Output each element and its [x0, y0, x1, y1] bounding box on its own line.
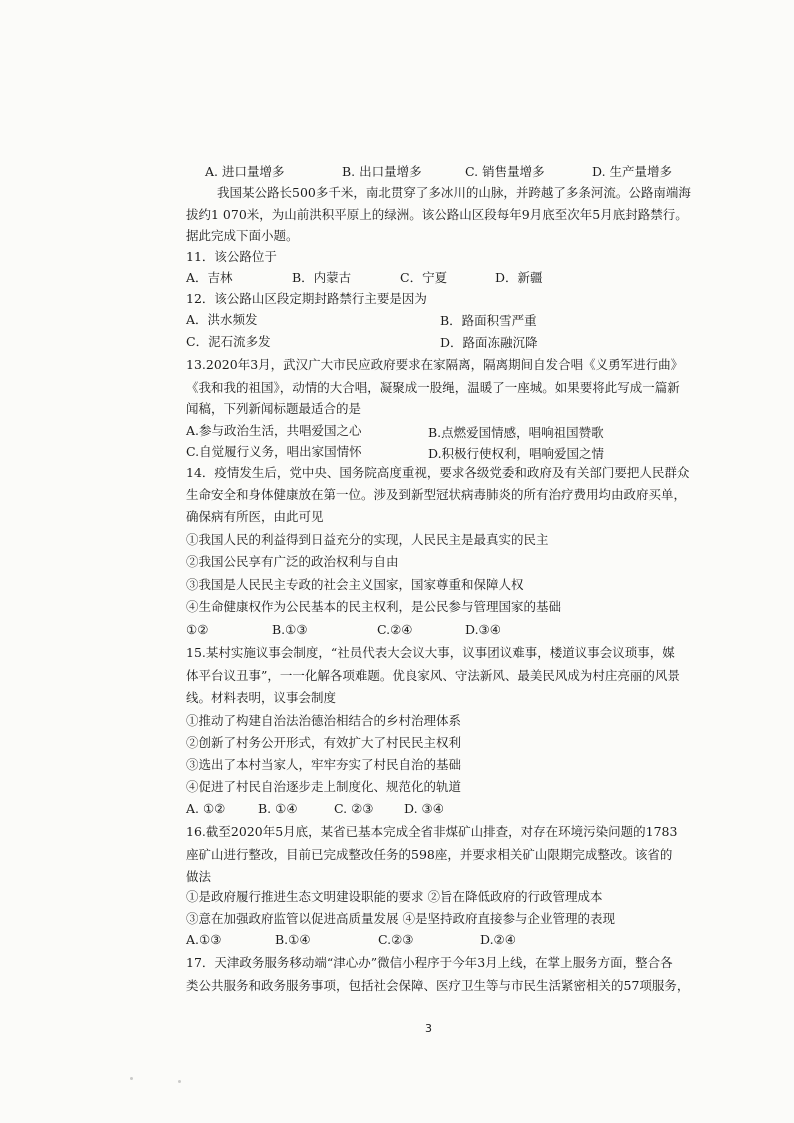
q13-option-a: A.参与政治生活，共唱爱国之心 [186, 423, 362, 438]
q10-option-b: B. 出口量增多 [342, 164, 422, 179]
q14-line: 生命安全和身体健康放在第一位。涉及到新型冠状病毒肺炎的所有治疗费用均由政府买单， [186, 487, 687, 502]
q15-item: ①推动了构建自治法治德治相结合的乡村治理体系 [186, 713, 462, 728]
q14-item: ③我国是人民民主专政的社会主义国家，国家尊重和保障人权 [186, 577, 524, 592]
q13-option-d: D.积极行使权利，唱响爱国之情 [428, 446, 605, 461]
q12-stem: 12．该公路山区段定期封路禁行主要是因为 [186, 291, 427, 306]
q11-option-b: B．内蒙古 [292, 270, 352, 285]
q15-item: ④促进了村民自治逐步走上制度化、规范化的轨道 [186, 779, 462, 794]
q15-option-c: C. ②③ [334, 801, 374, 816]
q12-option-a: A．洪水频发 [186, 312, 258, 327]
q16-option-b: B.①④ [275, 932, 311, 947]
q14-line: 14．疫情发生后，党中央、国务院高度重视，要求各级党委和政府及有关部门要把人民群众 [186, 465, 690, 480]
scan-speck [178, 1080, 181, 1083]
passage-line: 拔约1 070米，为山前洪积平原上的绿洲。该公路山区段每年9月底至次年5月底封路禁行。 [186, 207, 688, 222]
q16-line: 16.截至2020年5月底，某省已基本完成全省非煤矿山排查，对存在环境污染问题的1783 [186, 824, 678, 839]
q16-option-d: D.②④ [480, 932, 516, 947]
q13-line: 《我和我的祖国》，动情的大合唱，凝聚成一股绳，温暖了一座城。如果要将此写成一篇新 [186, 380, 680, 395]
scan-speck [130, 1077, 133, 1080]
q12-option-b: B．路面积雪严重 [440, 313, 537, 328]
q12-option-d: D．路面冻融沉降 [440, 335, 538, 350]
q13-line: 13.2020年3月，武汉广大市民应政府要求在家隔离，隔离期间自发合唱《义勇军进行曲》 [186, 357, 684, 372]
q12-option-c: C．泥石流多发 [186, 334, 271, 349]
q14-option-b: B.①③ [272, 622, 308, 637]
q15-item: ②创新了村务公开形式，有效扩大了村民民主权利 [186, 735, 462, 750]
page-number: 3 [425, 1022, 432, 1035]
q16-line: 做法 [186, 869, 212, 884]
q15-option-b: B. ①④ [258, 801, 298, 816]
q13-option-b: B.点燃爱国情感，唱响祖国赞歌 [428, 425, 604, 440]
q16-item: ①是政府履行推进生态文明建设职能的要求 ②旨在降低政府的行政管理成本 [186, 889, 603, 904]
q11-option-d: D．新疆 [495, 270, 543, 285]
q15-line: 体平台议丑事”，一一化解各项难题。优良家风、守法新风、最美民风成为村庄亮丽的风景 [186, 668, 680, 683]
q11-stem: 11．该公路位于 [186, 249, 277, 264]
q14-option-d: D.③④ [465, 622, 501, 637]
q14-item: ④生命健康权作为公民基本的民主权利，是公民参与管理国家的基础 [186, 599, 562, 614]
q14-item: ②我国公民享有广泛的政治权利与自由 [186, 554, 399, 569]
q15-line: 15.某村实施议事会制度，“社员代表大会议大事，议事团议难事，楼道议事会议琐事，媒 [186, 645, 675, 660]
q16-item: ③意在加强政府监管以促进高质量发展 ④是坚持政府直接参与企业管理的表现 [186, 911, 615, 926]
q14-option-a: ①② [186, 622, 209, 637]
passage-line: 我国某公路长500多千米，南北贯穿了多冰川的山脉，并跨越了多条河流。公路南端海 [217, 185, 691, 200]
q17-line: 17．天津政务服务移动端“津心办”微信小程序于今年3月上线，在掌上服务方面，整合各 [186, 955, 673, 970]
q15-option-d: D. ③④ [404, 801, 444, 816]
q15-line: 线。材料表明，议事会制度 [186, 690, 337, 705]
q10-option-c: C. 销售量增多 [465, 164, 545, 179]
q16-line: 座矿山进行整改，目前已完成整改任务的598座，并要求相关矿山限期完成整改。该省的 [186, 847, 673, 862]
q17-line: 类公共服务和政务服务事项，包括社会保障、医疗卫生等与市民生活紧密相关的57项服务， [186, 978, 690, 993]
q11-option-c: C．宁夏 [400, 270, 448, 285]
q15-item: ③选出了本村当家人，牢牢夯实了村民自治的基础 [186, 757, 462, 772]
passage-line: 据此完成下面小题。 [186, 228, 299, 243]
q14-line: 确保病有所医，由此可见 [186, 509, 324, 524]
q13-option-c: C.自觉履行义务，唱出家国情怀 [186, 444, 362, 459]
q10-option-a: A. 进口量增多 [205, 164, 285, 179]
q14-option-c: C.②④ [377, 622, 413, 637]
q14-item: ①我国人民的利益得到日益充分的实现，人民民主是最真实的民主 [186, 532, 549, 547]
q11-option-a: A．吉林 [186, 270, 233, 285]
q16-option-c: C.②③ [378, 932, 414, 947]
q16-option-a: A.①③ [186, 932, 222, 947]
q13-line: 闻稿，下列新闻标题最适合的是 [186, 401, 362, 416]
q15-option-a: A. ①② [186, 801, 226, 816]
q10-option-d: D. 生产量增多 [592, 164, 673, 179]
